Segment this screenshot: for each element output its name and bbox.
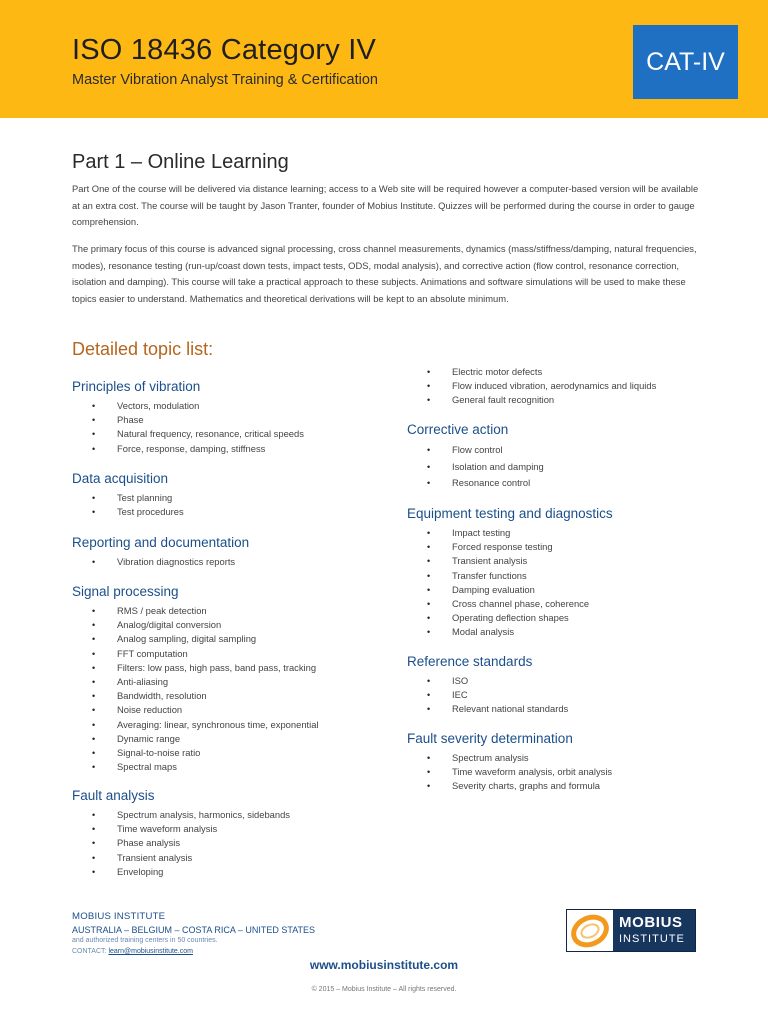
section-title: Signal processing <box>72 584 179 599</box>
section-title: Fault severity determination <box>407 731 573 746</box>
footer-contact <box>72 948 193 955</box>
topic-list <box>72 604 372 774</box>
section-title: Corrective action <box>407 422 509 437</box>
footer-countries: AUSTRALIA – BELGIUM – COSTA RICA – UNITED STATES <box>72 925 316 935</box>
topic-list <box>407 751 707 794</box>
topic-list <box>72 555 372 569</box>
list-item: • Transient analysis <box>407 554 707 568</box>
list-item: • Electric motor defects <box>407 365 707 379</box>
topic-list <box>407 526 707 640</box>
list-item: • Force, response, damping, stiffness <box>72 442 372 456</box>
section-title: Reference standards <box>407 654 533 669</box>
topic-list <box>72 491 372 519</box>
list-item: • Transfer functions <box>407 569 707 583</box>
list-item: • Phase analysis <box>72 836 372 850</box>
list-item: • Flow induced vibration, aerodynamics and liquids <box>407 379 707 393</box>
section-title: Equipment testing and diagnostics <box>407 506 613 521</box>
list-item: • Transient analysis <box>72 851 372 865</box>
section-title: Reporting and documentation <box>72 535 250 550</box>
list-item: • Enveloping <box>72 865 372 879</box>
list-item: • Signal-to-noise ratio <box>72 746 372 760</box>
section-data-acquisition <box>72 470 372 519</box>
list-item: • Dynamic range <box>72 732 372 746</box>
list-item: • Time waveform analysis, orbit analysis <box>407 765 707 779</box>
footer-org-name: MOBIUS INSTITUTE <box>72 911 166 922</box>
list-item: • Phase <box>72 413 372 427</box>
list-item: • General fault recognition <box>407 393 707 407</box>
list-item: • Time waveform analysis <box>72 822 372 836</box>
topic-list <box>407 365 707 408</box>
category-badge: CAT-IV <box>633 25 738 99</box>
mobius-logo <box>566 909 696 952</box>
list-item: • Test procedures <box>72 505 372 519</box>
list-item: • Impact testing <box>407 526 707 540</box>
list-item: • Severity charts, graphs and formula <box>407 779 707 793</box>
list-item: • Vibration diagnostics reports <box>72 555 372 569</box>
list-item: • Damping evaluation <box>407 583 707 597</box>
list-item: • Filters: low pass, high pass, band pass, tracking <box>72 661 372 675</box>
list-item: • Cross channel phase, coherence <box>407 597 707 611</box>
website-url[interactable]: www.mobiusinstitute.com <box>309 958 459 972</box>
list-item: • FFT computation <box>72 647 372 661</box>
list-item: • IEC <box>407 688 707 702</box>
list-item: • Isolation and damping <box>407 459 707 476</box>
list-item: • Flow control <box>407 442 707 459</box>
list-item: • Forced response testing <box>407 540 707 554</box>
focus-paragraph: The primary focus of this course is advanced signal processing, cross channel measurements, dynamics (mass/stiffness/damping, natural frequencies, modes), resonance testing (run-up/coast down tests, impact tests, ODS, modal analysis), and corrective action (flow control, resonance correction, isolation and damping). This course will take a practical approach to these subjects. Animations and software simulations will be used to make these topics easier to understand. Mathematics and theoretical derivations will be kept to an absolute minimum. <box>72 243 697 304</box>
list-item: • Spectrum analysis, harmonics, sidebands <box>72 808 372 822</box>
section-fault-analysis-continued <box>407 362 707 408</box>
logo-text-institute: INSTITUTE <box>619 933 685 945</box>
contact-email-link[interactable]: learn@mobiusinstitute.com <box>108 948 193 955</box>
list-item: • Vectors, modulation <box>72 399 372 413</box>
section-fault-analysis <box>72 787 372 879</box>
list-item: • Analog sampling, digital sampling <box>72 632 372 646</box>
list-item: • Bandwidth, resolution <box>72 689 372 703</box>
website-link[interactable] <box>0 958 768 972</box>
list-item: • Anti-aliasing <box>72 675 372 689</box>
list-item: • Spectral maps <box>72 760 372 774</box>
section-fault-severity <box>407 730 707 794</box>
list-item: • Relevant national standards <box>407 702 707 716</box>
section-title: Fault analysis <box>72 788 155 803</box>
list-item: • Noise reduction <box>72 703 372 717</box>
topic-list-heading: Detailed topic list: <box>72 339 214 359</box>
list-item: • Analog/digital conversion <box>72 618 372 632</box>
footer-authorized-centers: and authorized training centers in 50 countries. <box>72 937 218 944</box>
page-title: ISO 18436 Category IV <box>72 34 377 66</box>
topic-list <box>72 399 372 456</box>
header-band <box>0 0 768 118</box>
section-signal-processing <box>72 583 372 774</box>
section-title: Data acquisition <box>72 471 169 486</box>
section-equipment-testing <box>407 505 707 640</box>
list-item: • ISO <box>407 674 707 688</box>
section-title: Principles of vibration <box>72 379 201 394</box>
topic-list <box>72 808 372 879</box>
list-item: • Natural frequency, resonance, critical speeds <box>72 427 372 441</box>
copyright: © 2015 – Mobius Institute – All rights reserved. <box>311 986 457 993</box>
logo-text-mobius: MOBIUS <box>619 914 683 931</box>
section-corrective-action <box>407 421 707 492</box>
list-item: • Averaging: linear, synchronous time, exponential <box>72 718 372 732</box>
section-principles-of-vibration <box>72 378 372 456</box>
section-reference-standards <box>407 653 707 717</box>
list-item: • RMS / peak detection <box>72 604 372 618</box>
topic-list <box>407 442 707 492</box>
list-item: • Modal analysis <box>407 625 707 639</box>
topic-list <box>407 674 707 717</box>
intro-paragraph: Part One of the course will be delivered via distance learning; access to a Web site will be required however a computer-based version will be available at an extra cost. The course will be taught by Jason Tranter, founder of Mobius Institute. Quizzes will be performed during the course in order to gauge comprehension. <box>72 183 699 227</box>
part-title: Part 1 – Online Learning <box>72 151 289 173</box>
list-item: • Spectrum analysis <box>407 751 707 765</box>
section-reporting-and-documentation <box>72 534 372 569</box>
logo-ring-icon <box>567 910 613 951</box>
page-subtitle: Master Vibration Analyst Training & Certification <box>72 72 378 88</box>
contact-label: CONTACT: <box>72 948 107 955</box>
list-item: • Test planning <box>72 491 372 505</box>
list-item: • Resonance control <box>407 475 707 492</box>
list-item: • Operating deflection shapes <box>407 611 707 625</box>
